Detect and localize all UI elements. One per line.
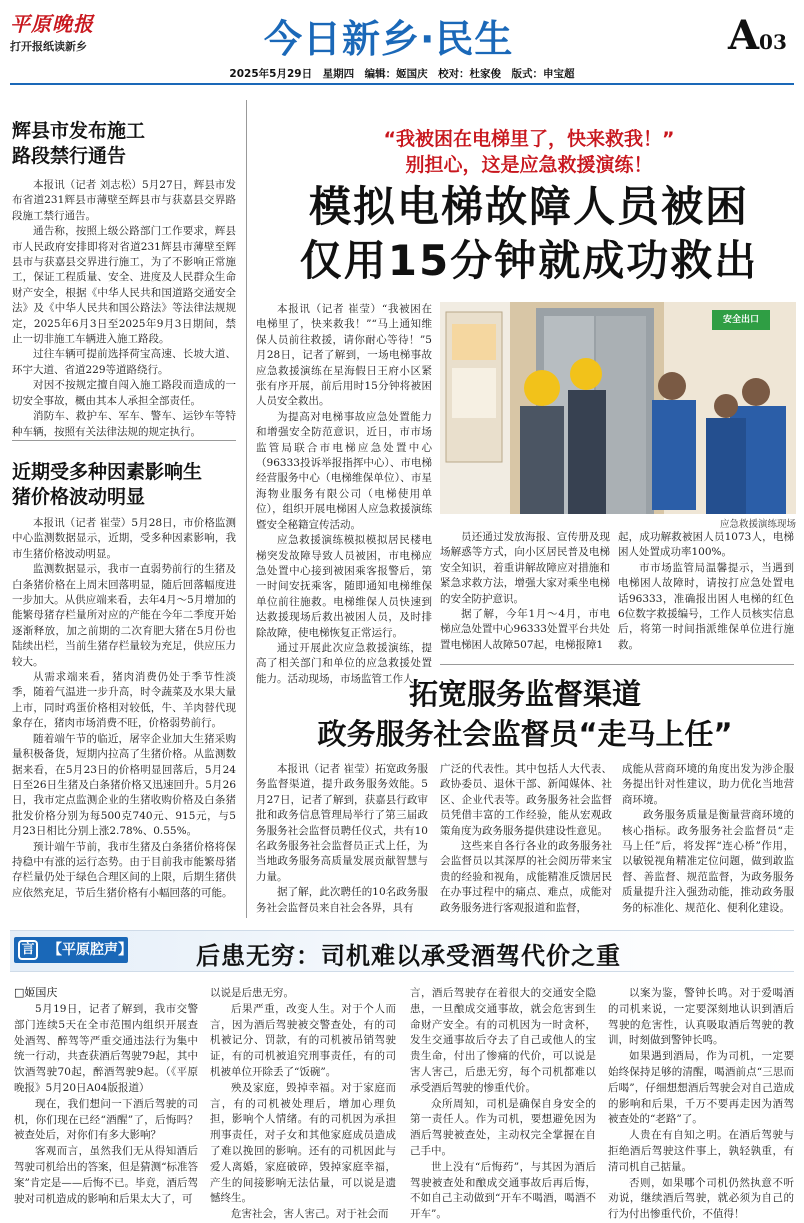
newspaper-logo: 平原晚报 — [10, 12, 94, 36]
paragraph: 这些来自各行各业的政务服务社会监督员以其深厚的社会阅历带来宝贵的经验和视角，成能精准反馈居民在办事过程中的痛点、难点，成能对政务服务进行客观报道和监督， — [440, 840, 612, 914]
lead-photo — [440, 302, 796, 514]
section-title: 今日新乡·民生 — [264, 17, 514, 61]
opinion-col4 — [608, 986, 794, 1223]
paragraph: 通过开展此次应急救援演练，提高了相关部门和单位的应急救援处置能力。活动现场，市场监管工作人 — [256, 641, 432, 685]
paragraph: 广泛的代表性。其中包括人大代表、政协委员、退休干部、新闻媒体、社区、企业代表等。政务服务社会监督员凭借丰富的工作经验，能从宏观政策角度为政务服务提供建设性意见。 — [440, 763, 612, 837]
page-letter: A — [728, 12, 760, 59]
lead-headline — [262, 180, 796, 288]
paragraph: 起，成功解救被困人员1073人，电梯困人处置成功率100%。 — [618, 531, 794, 559]
paragraph: 消防车、救护车、军车、警车、运钞车等特种车辆，按照有关法律法规的规定执行。 — [12, 410, 236, 438]
story-left1-headline — [12, 119, 236, 169]
exit-sign: 安全出口 — [722, 315, 759, 325]
story-left2-headline — [12, 460, 236, 510]
paragraph: 据了解，此次聘任的10名政务服务社会监督员来自社会各界，具有 — [256, 886, 428, 914]
masthead-rule — [10, 83, 794, 85]
paragraph: 员还通过发放海报、宣传册及现场解惑等方式，向小区居民普及电梯安全知识，着重讲解故障应对措施和紧急求救方法，增强大家对乘坐电梯的安全防护意识。 — [440, 531, 610, 605]
story-left1-body — [12, 178, 236, 440]
left-divider — [12, 440, 236, 441]
paragraph: 本报讯（记者 刘志松）5月27日，辉县市发布省道231辉县市薄壁至辉县市与获嘉县交界路段施工禁行通告。 — [12, 179, 236, 222]
lead-headline-line1: 模拟电梯故障人员被困 — [308, 182, 749, 231]
opinion-headline: 后患无穷：司机难以承受酒驾代价之重 — [196, 942, 621, 970]
story-left2-body — [12, 516, 236, 901]
opinion-col3 — [410, 986, 596, 1223]
lead-col3 — [618, 530, 794, 653]
lead-col2 — [440, 530, 610, 653]
second-col2 — [440, 762, 612, 916]
paragraph: 人贵在有自知之明。在酒后驾驶与拒绝酒后驾驶这件事上，孰轻孰重，有清司机自己掂量。 — [608, 1129, 794, 1173]
paragraph: 应急救援演练模拟模拟居民楼电梯突发故障导致人员被困，市电梯应急处置中心接到被困乘客报警后，第一时间安抚乘客，随即通知电梯维保单位前往施救。电梯维保人员快速到达救援现场后救出被困人员，及时排除故障，使电梯恢复正常运行。 — [256, 534, 432, 639]
second-col1 — [256, 762, 428, 916]
dateline: 2025年5月29日 星期四 编辑：姬国庆 校对：杜家俊 版式：申宝超 — [229, 68, 575, 80]
paragraph: 成能从营商环境的角度出发为涉企服务提出针对性建议，助力优化当地营商环境。 — [622, 763, 794, 806]
lead-quote-sub: 别担心，这是应急救援演练！ — [405, 154, 653, 176]
paragraph: 对因不按规定擅自闯入施工路段而造成的一切安全事故，概由其本人承担全部责任。 — [12, 379, 236, 407]
paragraph: 众所周知，司机是确保自身安全的第一责任人。作为司机，要想避免因为酒后驾驶被查处，主动权完全掌握在自己手中。 — [410, 1097, 596, 1157]
paragraph: 随着端午节的临近，屠宰企业加大生猪采购量积极备货，短期内拉高了生猪价格。从监测数据来看，在5月23日的价格明显回落后，5月24日至26日生猪及白条猪价格又迅速回升。5月26日，我市定点监测企业的生猪收购价格及白条猪批发价格分别为每500克740元、915元，与5月23日相比分别上涨2.78%、0.55%。 — [12, 732, 236, 838]
second-headline-line2: 政务服务社会监督员“走马上任” — [317, 717, 733, 751]
paragraph: 以说是后患无穷。 — [210, 987, 294, 999]
photo-caption: 应急救援演练现场 — [719, 519, 796, 530]
lead-headline-line2: 仅用15分钟就成功救出 — [299, 236, 759, 285]
story-divider — [440, 664, 794, 665]
paragraph: 世上没有“后悔药”，与其因为酒后驾驶被查处和酿成交通事故后再后悔，不如自己主动做到“开车不喝酒，喝酒不开车”。 — [410, 1160, 596, 1221]
newspaper-slogan: 打开报纸读新乡 — [10, 40, 87, 53]
second-col3 — [622, 762, 794, 916]
paragraph: 据了解，今年1月～4月，市电梯应急处置中心96333处置平台共处置电梯困人故障507起，电梯报障1 — [440, 608, 610, 651]
second-headline — [256, 674, 794, 754]
paragraph: 以案为鉴，警钟长鸣。对于爱喝酒的司机来说，一定要深刻地认识到酒后驾驶的危害性，认真吸取酒后驾驶的教训，时刻做到警钟长鸣。 — [608, 987, 794, 1047]
opinion-col1 — [14, 1002, 198, 1207]
paragraph: 为提高对电梯事故应急处置能力和增强安全防范意识，近日，市市场监管局联合市电梯应急处置中心（96333投诉举报指挥中心）、市电梯经营服务中心（电梯维保单位）、市星海物业服务有限公司（电梯使用单位），组织开展电梯困人应急救援演练暨安全秘籍宣传活动。 — [256, 410, 432, 531]
paragraph: 监测数据显示，我市一直弱势前行的生猪及白条猪价格在上周末回落明显，随后回落幅度进一步加大。从供应端来看，去年4月～5月增加的能繁母猪存栏量所对应的产能在今年二季度开始逐渐释放，加之前期的二次育肥大猪在5月份也陆续出栏，当前生猪存栏量较为充足，供应压力较大。 — [12, 563, 236, 668]
story-left2-headline-text: 近期受多种因素影响生猪价格波动明显 — [12, 461, 203, 508]
paragraph: 5月19日，记者了解到，我市交警部门连续5天在全市范围内组织开展查处酒驾、醉驾等严重交通违法行为集中统一行动，共查获酒后驾驶79起，其中饮酒驾驶70起，醉酒驾驶9起。（《平原晚报》5月20日A04版报道） — [14, 1003, 198, 1094]
page-number — [728, 12, 787, 59]
paragraph: 否则，如果哪个司机仍然执意不听劝说，继续酒后驾驶，就必须为自己的行为付出惨重代价，不值得！ — [608, 1176, 794, 1221]
paragraph: 现在，我们想问一下酒后驾驶的司机，你们现在已经“酒醒”了，后悔吗？被查处后，对你们有多大影响？ — [14, 1097, 198, 1142]
opinion-byline: □姬国庆 — [14, 986, 58, 999]
paragraph: 言，酒后驾驶存在着很大的交通安全隐患，一旦酿成交通事故，就会危害到生命财产安全。有的司机因为一时贪杯，发生交通事故后夺去了自己或他人的宝贵生命，付出了惨痛的代价，可以说是害人害己，后患无穷，每个司机都难以承受酒后驾驶的惨重代价。 — [410, 987, 596, 1094]
paragraph: 本报讯（记者 崔莹）“我被困在电梯里了，快来救我！”“马上通知维保人员前往救援，请你耐心等待！”5月28日，记者了解到，一场电梯事故应急救援演练在星海假日王府小区紧张有序开展，前后用时15分钟将被困人员安全救出。 — [256, 303, 432, 408]
story-left1-headline-text: 辉县市发布施工路段禁行通告 — [12, 120, 146, 167]
paragraph: 后果严重，改变人生。对于个人而言，因为酒后驾驶被交警查处，有的司机被记分、罚款，有的司机被吊销驾驶证，有的司机被追究刑事责任，有的司机被单位开除丢了“饭碗”。 — [210, 1002, 396, 1078]
column-divider — [246, 100, 247, 918]
paragraph: 本报讯（记者 崔莹）5月28日，市价格监测中心监测数据显示，近期，受多种因素影响，我市生猪价格波动明显。 — [12, 517, 236, 560]
paragraph: 政务服务质量是衡量营商环境的核心指标。政务服务社会监督员“走马上任”后，将发挥“连心桥”作用，以敏锐视角精准定位问题，做到敢监督、善监督、规范监督，为政务服务质量提升注入强劲动能，推动政务服务的标准化、规范化、便利化建设。 — [622, 809, 794, 914]
paragraph: 从需求端来看，猪肉消费仍处于季节性淡季，随着气温进一步升高，时令蔬菜及水果大量上市，同时鸡蛋价格相对较低，牛、羊肉替代现象存在，猪肉市场消费不旺，价格弱势前行。 — [12, 671, 236, 730]
second-headline-line1: 拓宽服务监督渠道 — [408, 677, 641, 711]
paragraph: 市市场监管局温馨提示，当遇到电梯困人故障时，请按打应急处置电话96333，准确报出困人电梯的红色6位数字救援编号，工作人员核实信息后，将第一时间指派维保单位进行施救。 — [618, 561, 794, 651]
rescue-drill-illustration — [440, 302, 796, 514]
paragraph: 客观而言，虽然我们无从得知酒后驾驶司机给出的答案，但是猜测“标准答案”肯定是——后悔不已。毕竟，酒后驾驶对司机造成的影响和后果太大了，可 — [14, 1145, 198, 1205]
paragraph: 本报讯（记者 崔莹）拓宽政务服务监督渠道，提升政务服务效能。5月27日，记者了解到，获嘉县行政审批和政务信息管理局举行了第三届政务服务社会监督员聘任仪式，共有10名政务服务社会监督员正式上任，为当地政务服务高质量发展贡献智慧与力量。 — [256, 763, 428, 883]
paragraph: 危害社会，害人害己。对于社会而 — [231, 1208, 389, 1221]
opinion-badge: 【平原腔声】 — [14, 937, 128, 963]
lead-quote: “我被困在电梯里了，快来救我！” — [383, 128, 675, 150]
lead-col1 — [256, 302, 432, 687]
opinion-col2 — [210, 986, 396, 1223]
paragraph: 通告称，按照上级公路部门工作要求，辉县市人民政府安排即将对省道231辉县市薄壁至辉县市与获嘉县交界进行施工，为了不影响正常施工，保证工程质量、安全、进度及人民群众生命财产安全，根据《中华人民共和国道路交通安全法》及《中华人民共和国公路法》等法律法规规定，2025年6月3日至2025年9月3日期间，禁止一切非施工车辆进入施工路段。 — [12, 225, 236, 346]
page-digits: 03 — [759, 30, 787, 54]
speech-icon: 言 — [18, 940, 38, 960]
paragraph: 如果遇到酒局，作为司机，一定要始终保持足够的清醒，喝酒前点“三思而后喝”，仔细想想酒后驾驶会对自己造成的影响和后果，千万不要再走因为酒驾被查处的“老路”了。 — [608, 1050, 794, 1126]
paragraph: 预计端午节前，我市生猪及白条猪价格将保持稳中有涨的运行态势。由于目前我市能繁母猪存栏量仍处于绿色合理区间的上限，后期生猪供应依然充足，节后生猪价格有小幅回落的可能。 — [12, 840, 236, 899]
paragraph: 殃及家庭，毁掉幸福。对于家庭而言，有的司机被处理后，增加心理负担，影响个人情绪。有的司机因为承担刑事责任，对子女和其他家庭成员造成了难以挽回的影响。还有的司机因此与爱人离婚，家庭破碎，毁掉家庭幸福，产生的间接影响无法估量，可以说是遗憾终生。 — [210, 1081, 396, 1205]
paragraph: 过往车辆可提前选择荷宝高速、长坡大道、环宇大道、省道229等道路绕行。 — [12, 348, 236, 376]
